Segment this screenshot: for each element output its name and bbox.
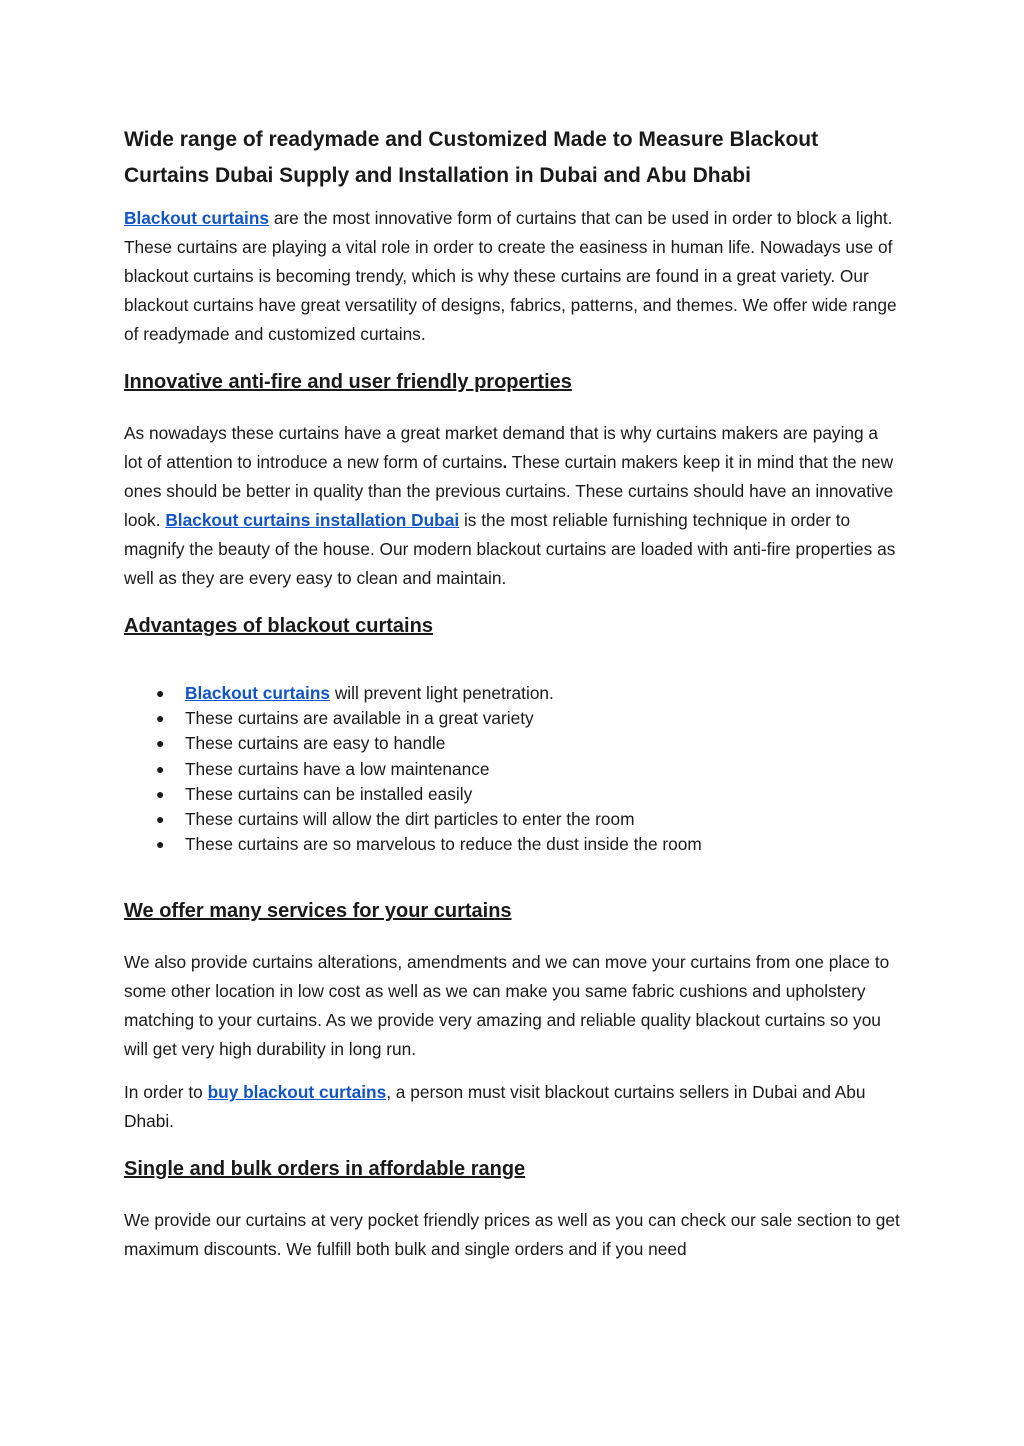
list-item [156, 832, 900, 857]
blackout-curtains-list-link[interactable]: Blackout curtains [185, 683, 331, 703]
list-item-text: These curtains will allow the dirt particles to enter the room [185, 809, 635, 830]
bullet-icon: ● [156, 836, 165, 853]
document-title: Wide range of readymade and Customized Made to Measure Blackout Curtains Dubai Supply and Installation in Dubai and Abu Dhabi [124, 128, 819, 187]
buy-text-b: , a person must visit blackout curtains sellers in Dubai and Abu Dhabi. [124, 1082, 866, 1132]
services-paragraph: We also provide curtains alterations, amendments and we can move your curtains from one place to some other location in low cost as well as we can make you same fabric cushions and upholstery matching to your curtains. As we provide very amazing and reliable quality blackout curtains so you will get very high durability in long run. [124, 952, 890, 1060]
installation-dubai-link[interactable]: Blackout curtains installation Dubai [165, 510, 460, 530]
list-item [156, 681, 900, 706]
list-item-text: These curtains have a low maintenance [185, 758, 490, 779]
innovative-paragraph [124, 419, 900, 593]
list-item [156, 757, 900, 782]
blackout-curtains-link[interactable]: Blackout curtains [124, 208, 270, 228]
intro-paragraph [124, 204, 900, 349]
section-heading-services: We offer many services for your curtains [124, 900, 512, 923]
buy-text-a: In order to [124, 1082, 208, 1103]
bullet-icon: ● [156, 685, 165, 701]
list-item-text: These curtains can be installed easily [185, 783, 473, 804]
innovative-text-dot: . [502, 452, 508, 472]
bullet-icon: ● [156, 760, 165, 777]
list-item-text: These curtains are available in a great variety [185, 708, 534, 729]
section-heading-orders: Single and bulk orders in affordable range [124, 1158, 526, 1181]
buy-blackout-curtains-link[interactable]: buy blackout curtains [207, 1082, 387, 1103]
list-item [156, 731, 900, 756]
list-item-text: These curtains are easy to handle [185, 733, 446, 754]
list-item-text: These curtains are so marvelous to reduce the dust inside the room [185, 834, 702, 855]
innovative-text-c: is the most reliable furnishing technique in order to magnify the beauty of the house. Our modern blackout curtains are loaded with anti-fire properties as well as they are every easy to clean and maintain. [124, 510, 896, 588]
section-heading-innovative: Innovative anti-fire and user friendly properties [124, 371, 572, 393]
bullet-icon: ● [156, 811, 165, 828]
orders-paragraph: We provide our curtains at very pocket friendly prices as well as you can check our sale section to get maximum discounts. We fulfill both bulk and single orders and if you need [124, 1210, 900, 1260]
list-item [156, 782, 900, 807]
advantages-list [124, 681, 900, 857]
bullet-icon: ● [156, 735, 165, 752]
list-item [156, 807, 900, 832]
bullet-icon: ● [156, 710, 165, 727]
list-item-text: will prevent light penetration. [330, 683, 554, 703]
list-item [156, 706, 900, 731]
document-page [124, 122, 900, 1278]
innovative-text-b: These curtain makers keep it in mind that the new ones should be better in quality than the previous curtains. These curtains should have an innovative look. [124, 452, 894, 530]
buy-paragraph [124, 1078, 900, 1136]
section-heading-advantages: Advantages of blackout curtains [124, 615, 433, 637]
intro-text: are the most innovative form of curtains that can be used in order to block a light. These curtains are playing a vital role in order to create the easiness in human life. Nowadays use of blackout curtains is becoming trendy, which is why these curtains are found in a great variety. Our blackout curtains have great versatility of designs, fabrics, patterns, and themes. We offer wide range of readymade and customized curtains. [124, 208, 897, 344]
bullet-icon: ● [156, 785, 165, 802]
innovative-text-a: As nowadays these curtains have a great market demand that is why curtains makers are paying a lot of attention to introduce a new form of curtains [124, 423, 879, 472]
